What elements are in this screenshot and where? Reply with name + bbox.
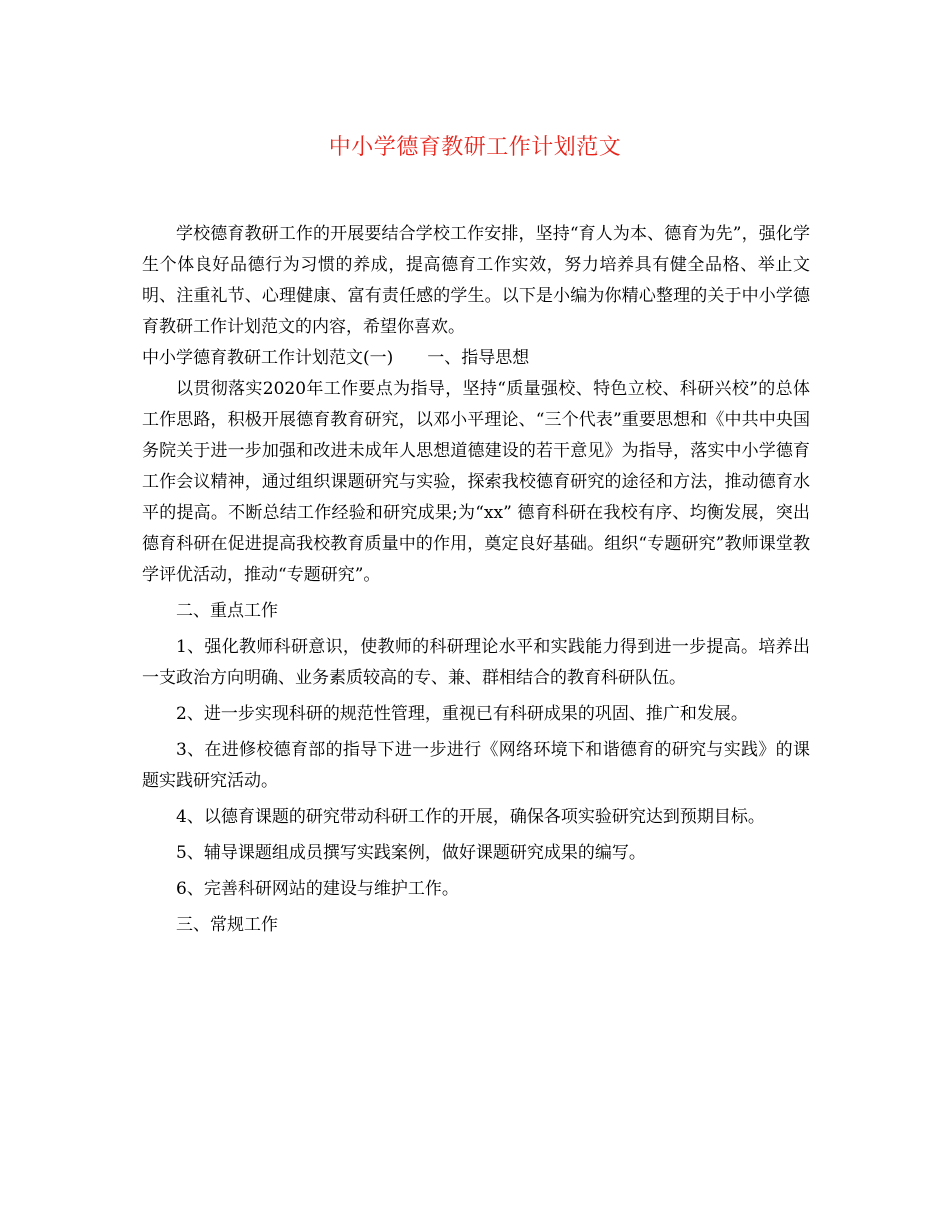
section-heading-line (142, 343, 810, 374)
key-work-item-2: 2、进一步实现科研的规范性管理，重视已有科研成果的巩固、推广和发展。 (176, 704, 748, 724)
key-work-item-6: 6、完善科研网站的建设与维护工作。 (176, 879, 459, 899)
guiding-paragraph: 以贯彻落实2020年工作要点为指导，坚持“质量强校、特色立校、科研兴校”的总体工作思路，积极开展德育教育研究，以邓小平理论、“三个代表”重要思想和《中共中央国务院关于进一步加强和改进未成年人思想道德建设的若干意见》为指导，落实中小学德育工作会议精神，通过组织课题研究与实验，探索我校德育研究的途径和方法，推动德育水平的提高。不断总结工作经验和研究成果;为“xx” 德育科研在我校有序、均衡发展，突出德育科研在促进提高我校教育质量中的作用，奠定良好基础。组织“专题研究”教师课堂教学评优活动，推动“专题研究”。 (142, 379, 810, 585)
heading-routine-work: 三、常规工作 (176, 915, 278, 935)
intro-paragraph: 学校德育教研工作的开展要结合学校工作安排，坚持“育人为本、德育为先”，强化学生个体良好品德行为习惯的养成，提高德育工作实效，努力培养具有健全品格、举止文明、注重礼节、心理健康、富有责任感的学生。以下是小编为你精心整理的关于中小学德育教研工作计划范文的内容，希望你喜欢。 (142, 224, 810, 337)
heading-key-work: 二、重点工作 (176, 601, 278, 621)
key-work-item-1: 1、强化教师科研意识，使教师的科研理论水平和实践能力得到进一步提高。培养出一支政治方向明确、业务素质较高的专、兼、群相结合的教育科研队伍。 (142, 637, 810, 688)
key-work-item-3: 3、在进修校德育部的指导下进一步进行《网络环境下和谐德育的研究与实践》的课题实践研究活动。 (142, 740, 810, 791)
section-title: 中小学德育教研工作计划范文(一) (142, 348, 394, 368)
key-work-item-5: 5、辅导课题组成员撰写实践案例，做好课题研究成果的编写。 (176, 843, 646, 863)
document-title: 中小学德育教研工作计划范文 (328, 135, 622, 160)
heading-guiding-ideology: 一、指导思想 (427, 348, 530, 368)
key-work-item-4: 4、以德育课题的研究带动科研工作的开展，确保各项实验研究达到预期目标。 (176, 807, 765, 827)
document-body (142, 219, 810, 941)
